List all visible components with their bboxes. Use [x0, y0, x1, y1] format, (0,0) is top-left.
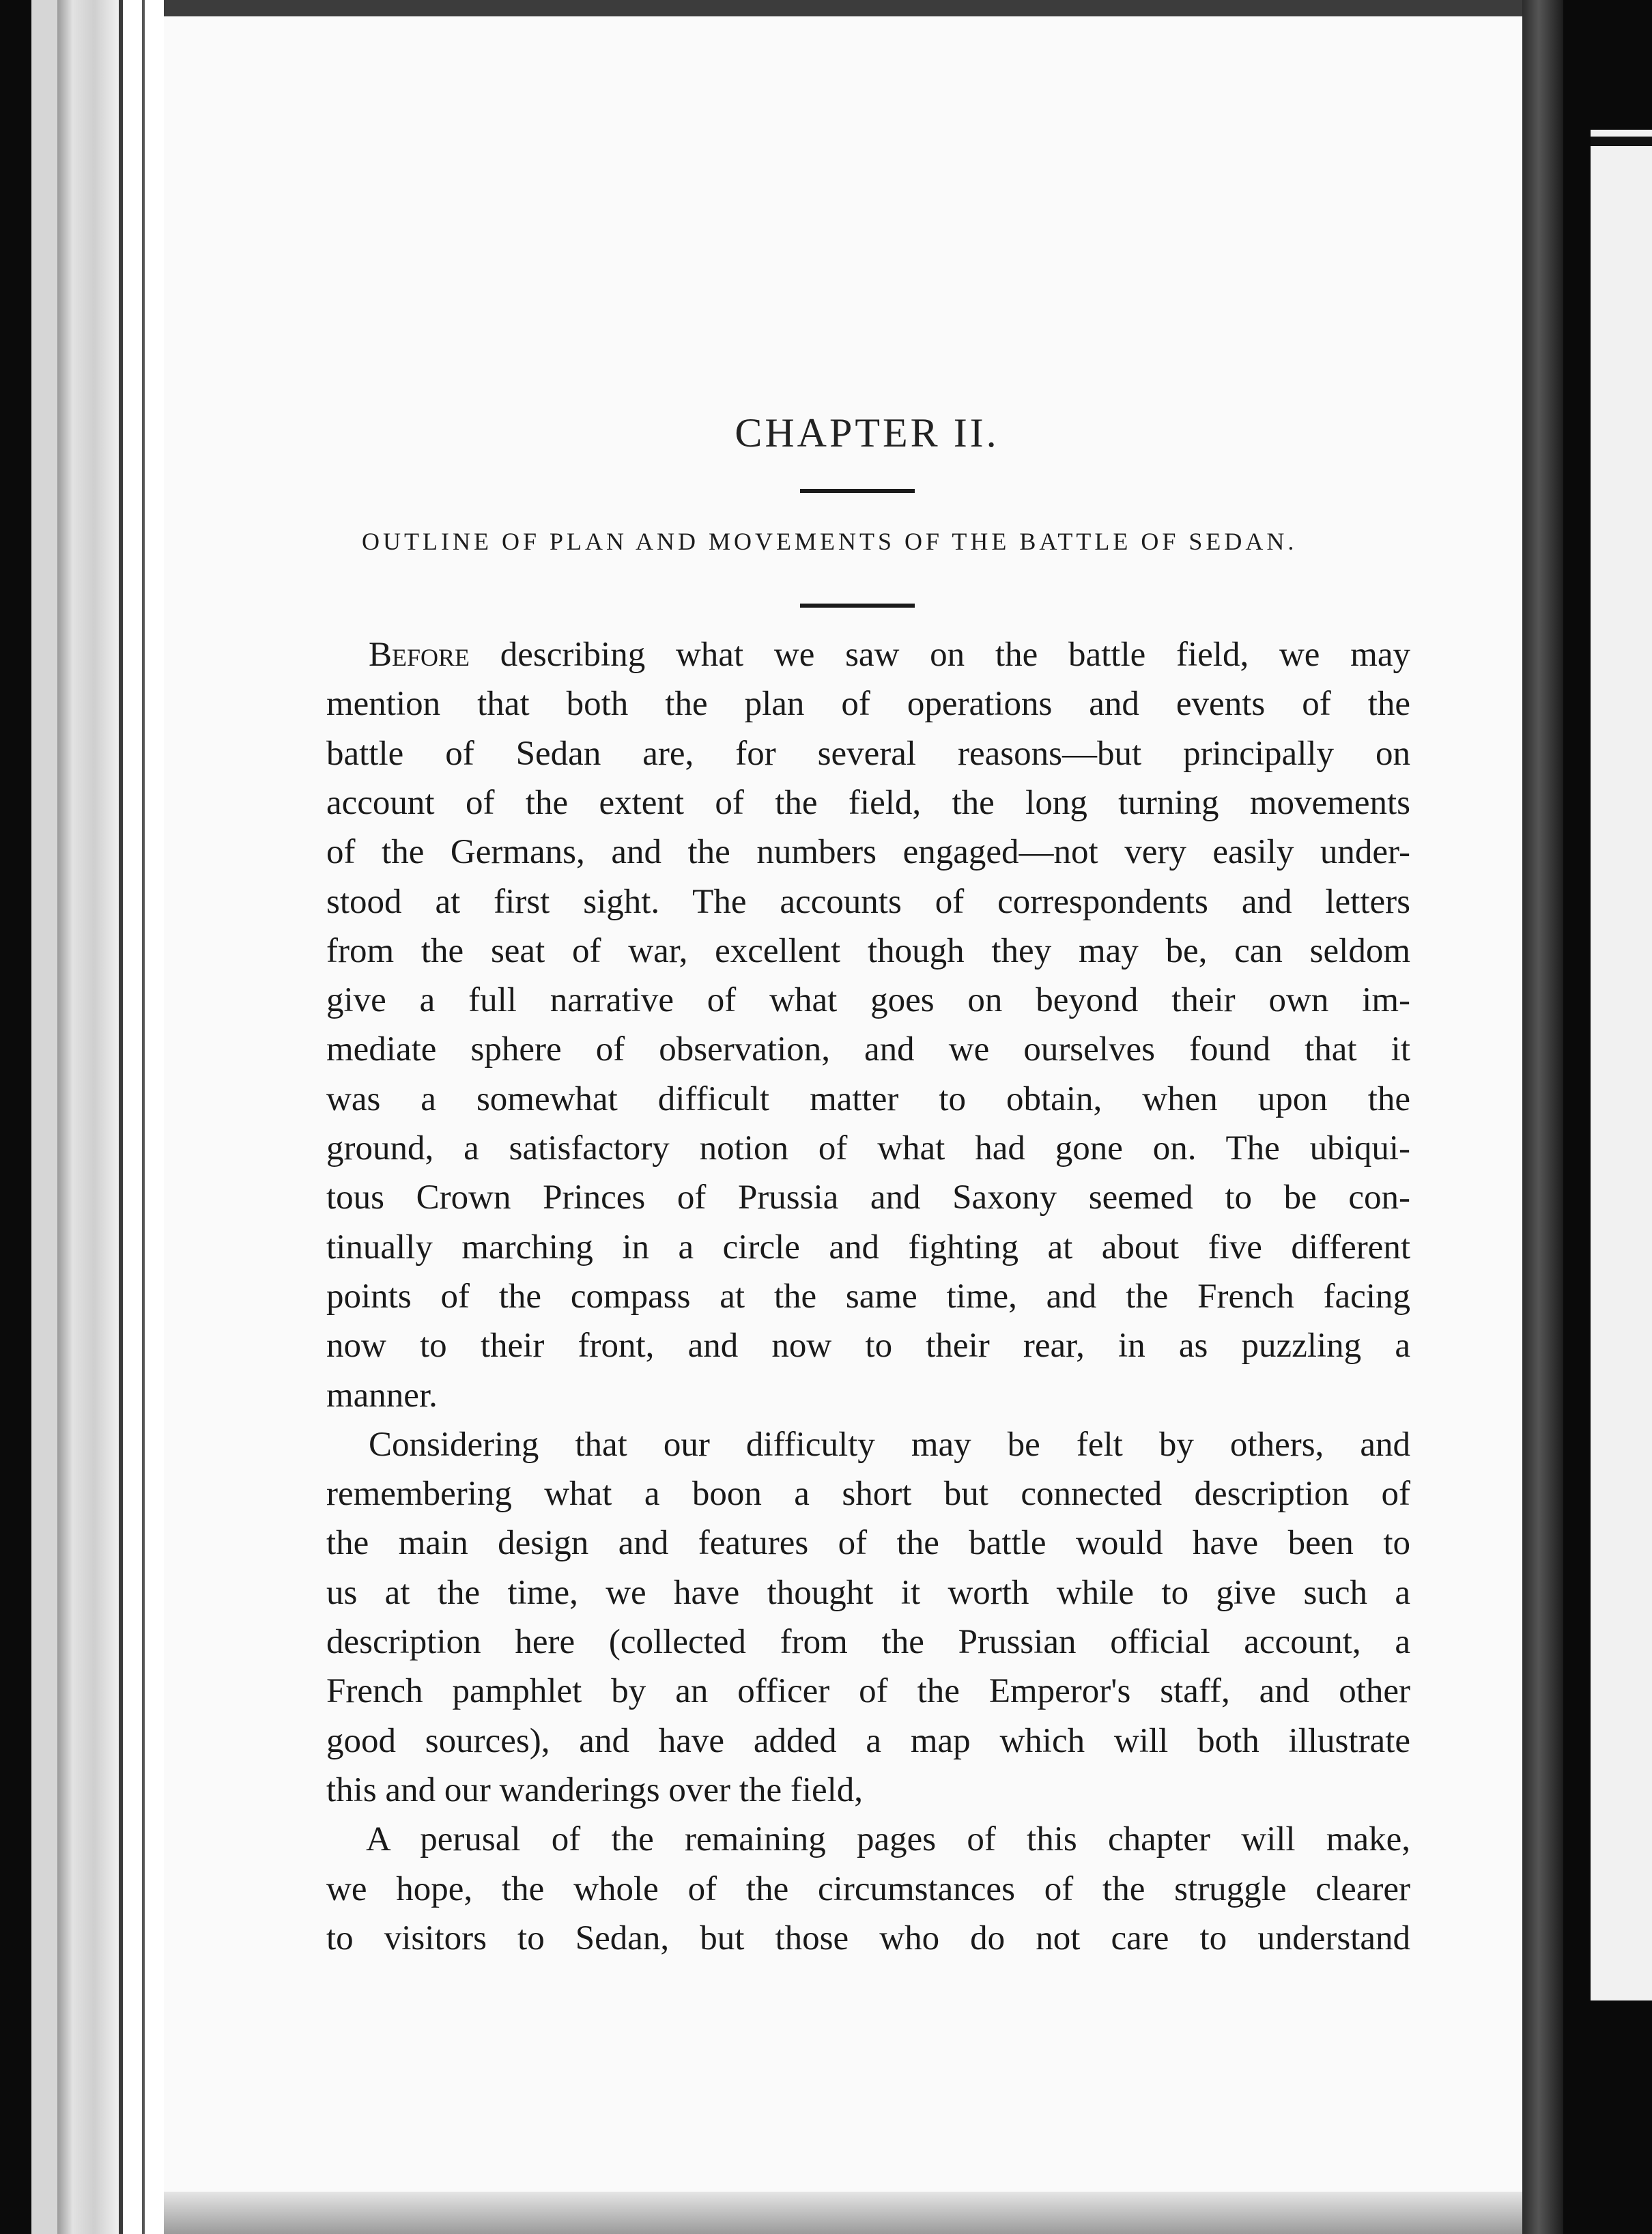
body-line: of the Germans, and the numbers engaged—not very easily under- — [326, 833, 1410, 872]
body-line: now to their front, and now to their rear, in as puzzling a — [326, 1327, 1410, 1366]
scan-edge-bottom — [164, 2192, 1522, 2234]
body-line: remembering what a boon a short but connected description of — [326, 1475, 1410, 1514]
body-line: tous Crown Princes of Prussia and Saxony seemed to be con- — [326, 1178, 1410, 1217]
gutter-line — [119, 0, 123, 2234]
body-line: give a full narrative of what goes on beyond their own im- — [326, 981, 1410, 1020]
body-line: tinually marching in a circle and fighting at about five different — [326, 1228, 1410, 1267]
adjacent-page-edge — [31, 0, 57, 2234]
body-line: the main design and features of the battle would have been to — [326, 1524, 1410, 1563]
lead-word: Before — [369, 636, 470, 674]
body-line: was a somewhat difficult matter to obtain, when upon the — [326, 1079, 1410, 1118]
page-stack-edge — [57, 0, 119, 2234]
body-line: to visitors to Sedan, but those who do not care to understand — [326, 1919, 1410, 1957]
body-line: manner. — [326, 1376, 438, 1415]
body-line: A perusal of the remaining pages of this chapter will make, — [366, 1820, 1410, 1859]
body-line: account of the extent of the field, the long turning movements — [326, 783, 1410, 822]
next-page-rule — [1591, 137, 1652, 146]
body-line: stood at first sight. The accounts of correspondents and letters — [326, 882, 1410, 921]
subtitle-rule — [800, 604, 915, 608]
body-line: good sources), and have added a map which will both illustrate — [326, 1721, 1410, 1760]
body-line: battle of Sedan are, for several reasons—but principally on — [326, 734, 1410, 773]
body-line: from the seat of war, excellent though they may be, can seldom — [326, 931, 1410, 970]
title-rule — [800, 489, 915, 493]
body-line — [369, 635, 1410, 675]
body-line: mention that both the plan of operations and events of the — [326, 685, 1410, 724]
body-line: French pamphlet by an officer of the Emperor's staff, and other — [326, 1672, 1410, 1711]
body-line-text: describing what we saw on the battle field, we may — [470, 636, 1410, 674]
body-line: mediate sphere of observation, and we ourselves found that it — [326, 1030, 1410, 1069]
binding-edge — [1522, 0, 1563, 2234]
chapter-subtitle: OUTLINE OF PLAN AND MOVEMENTS OF THE BATTLE OF SEDAN. — [362, 528, 1298, 555]
body-line: points of the compass at the same time, and the French facing — [326, 1277, 1410, 1316]
scan-edge-top — [164, 0, 1522, 16]
body-line: ground, a satisfactory notion of what had gone on. The ubiqui- — [326, 1129, 1410, 1168]
body-line: Considering that our difficulty may be felt by others, and — [369, 1425, 1410, 1464]
body-line: we hope, the whole of the circumstances of the struggle clearer — [326, 1869, 1410, 1908]
chapter-title: CHAPTER II. — [735, 410, 999, 455]
scan-edge-left — [0, 0, 31, 2234]
body-line: us at the time, we have thought it worth while to give such a — [326, 1573, 1410, 1612]
body-line: description here (collected from the Prussian official account, a — [326, 1623, 1410, 1661]
body-line: this and our wanderings over the field, — [326, 1770, 864, 1809]
gutter-line — [142, 0, 145, 2234]
